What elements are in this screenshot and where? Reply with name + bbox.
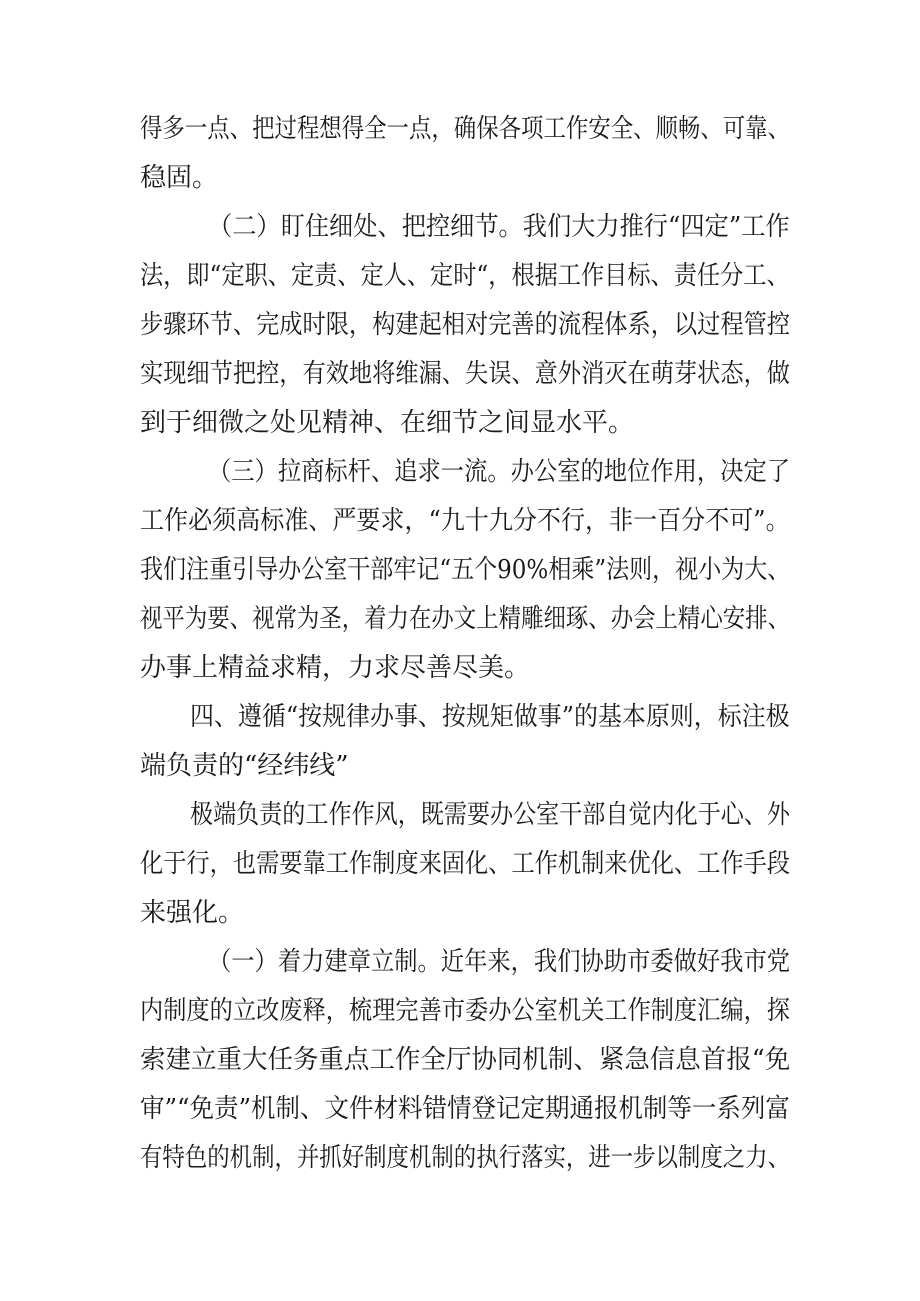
text-line: 视平为要、视常为圣，着力在办文上精雕细琢、办会上精心安排、	[140, 604, 791, 634]
text-line: 索建立重大任务重点工作全厅协同机制、紧急信息首报“免	[140, 1045, 791, 1075]
section-heading-line: （一）着力建章立制。近年来，我们协助市委做好我市党	[208, 947, 791, 977]
text-line: 办事上精益求精，力求尽善尽美。	[140, 653, 531, 683]
text-line: 化于行，也需要靠工作制度来固化、工作机制来优化、工作手段	[140, 849, 791, 879]
chapter-heading-line: 四、遵循“按规律办事、按规矩做事”的基本原则，标注极	[190, 702, 790, 732]
text-line: 得多一点、把过程想得全一点，确保各项工作安全、顺畅、可靠、	[140, 114, 791, 144]
text-line: 来强化。	[140, 898, 245, 928]
text-line: 内制度的立改废释，梳理完善市委办公室机关工作制度汇编，探	[140, 996, 791, 1026]
section-heading-line: （二）盯住细处、把控细节。我们大力推行“四定”工作	[208, 212, 790, 242]
text-line: 步骤环节、完成时限，构建起相对完善的流程体系，以过程管控	[140, 310, 791, 340]
chapter-heading-line: 端负责的“经纬线”	[140, 751, 349, 781]
text-line: 我们注重引导办公室干部牢记“五个90%相乘”法则，视小为大、	[140, 555, 791, 585]
text-line: 法，即“定职、定责、定人、定时“，根据工作目标、责任分工、	[140, 261, 790, 291]
text-line: 稳固。	[140, 163, 219, 193]
text-line: 极端负责的工作作风，既需要办公室干部自觉内化于心、外	[190, 800, 791, 830]
section-heading-line: （三）拉商标杆、追求一流。办公室的地位作用，决定了	[208, 457, 791, 487]
text-line: 有特色的机制，并抓好制度机制的执行落实，进一步以制度之力、	[140, 1143, 791, 1173]
text-line: 到于细微之处见精神、在细节之间显水平。	[140, 408, 635, 438]
text-line: 工作必须高标准、严要求，“九十九分不行，非一百分不可”。	[140, 506, 790, 536]
text-line: 实现细节把控，有效地将维漏、失误、意外消灭在萌芽状态，做	[140, 359, 791, 389]
text-line: 审”“免责”机制、文件材料错情登记定期通报机制等一系列富	[140, 1094, 790, 1124]
